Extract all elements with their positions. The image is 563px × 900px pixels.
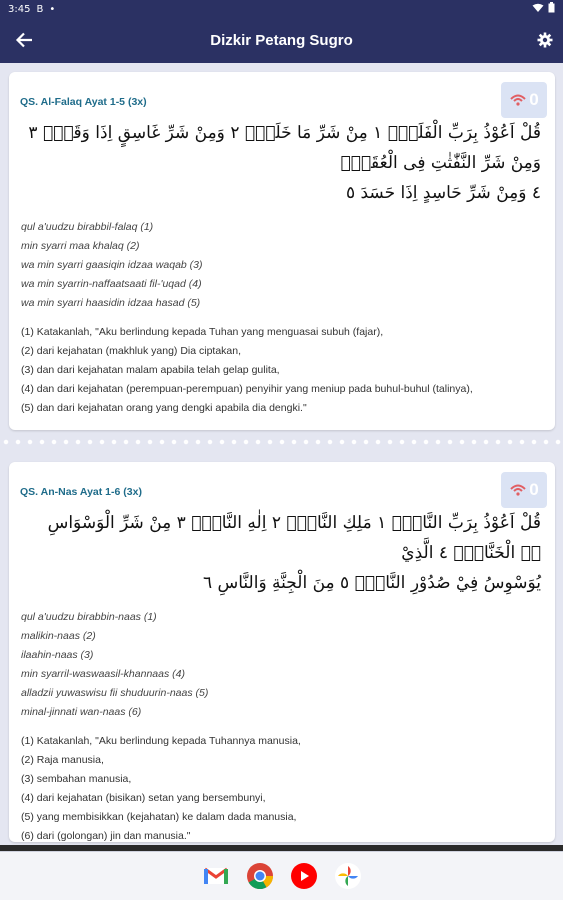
counter-value: 0: [529, 90, 539, 109]
gear-icon[interactable]: [535, 30, 555, 50]
card-divider: [0, 436, 563, 448]
latin-line: wa min syarri haasidin idzaa hasad (5): [21, 297, 201, 309]
translation-line: (6) dari (golongan) jin dan manusia.": [21, 830, 191, 842]
wifi-icon: [532, 3, 544, 16]
translation-line: (3) sembahan manusia,: [21, 773, 132, 785]
translation: [21, 323, 545, 418]
translation-line: (4) dari kejahatan (bisikan) setan yang bersembunyi,: [21, 792, 266, 804]
transliteration: [21, 608, 545, 722]
latin-line: ilaahin-naas (3): [21, 649, 94, 661]
status-time: 3:45: [8, 3, 31, 15]
photos-icon[interactable]: [333, 861, 363, 891]
page-title: Dizkir Petang Sugro: [210, 32, 353, 49]
arabic-text: [23, 118, 541, 208]
arabic-line: قُلْ اَعُوْذُ بِرَبِّ النَّاسِۙ ١ مَلِكِ النَّاسِۙ ٢ اِلٰهِ النَّاسِۙ ٣ مِنْ شَرِّ الْوَسْوَاسِ ەۙ الْخَنَّاسِۖ ٤ الَّذِيْ: [47, 513, 541, 563]
translation-line: (2) dari kejahatan (makhluk yang) Dia ciptakan,: [21, 345, 242, 357]
gmail-icon[interactable]: [201, 861, 231, 891]
latin-line: alladzii yuwaswisu fii shuduurin-naas (5): [21, 687, 209, 699]
surah-card-an-nas: [9, 462, 555, 842]
youtube-icon[interactable]: [289, 861, 319, 891]
translation-line: (1) Katakanlah, "Aku berlindung kepada Tuhannya manusia,: [21, 735, 301, 747]
latin-line: minal-jinnati wan-naas (6): [21, 706, 142, 718]
translation-line: (2) Raja manusia,: [21, 754, 104, 766]
status-bar: [0, 0, 563, 18]
surah-heading: QS. Al-Falaq Ayat 1-5 (3x): [20, 96, 147, 108]
latin-line: wa min syarri gaasiqin idzaa waqab (3): [21, 259, 203, 271]
arabic-line: ٤ وَمِنْ شَرِّ حَاسِدٍ اِذَا حَسَدَ ٥: [345, 183, 541, 203]
transliteration: [21, 218, 545, 313]
surah-heading: QS. An-Nas Ayat 1-6 (3x): [20, 486, 142, 498]
translation-line: (5) dan dari kejahatan orang yang dengki apabila dia dengki.": [21, 402, 307, 414]
arabic-line: قُلْ اَعُوْذُ بِرَبِّ الْفَلَقِۙ ١ مِنْ شَرِّ مَا خَلَقَۙ ٢ وَمِنْ شَرِّ غَاسِقٍ اِذَا وَقَبَۙ ٣ وَمِنْ شَرِّ النَّفّٰثٰتِ فِى الْعُقَدِۙ: [28, 123, 541, 173]
app-bar: [0, 18, 563, 63]
tap-counter-button[interactable]: [501, 472, 547, 508]
latin-line: qul a'uudzu birabbil-falaq (1): [21, 221, 154, 233]
arrow-left-icon[interactable]: [12, 28, 36, 52]
latin-line: min syarril-waswaasil-khannaas (4): [21, 668, 185, 680]
tap-counter-button[interactable]: [501, 82, 547, 118]
translation-line: (3) dan dari kejahatan malam apabila telah gelap gulita,: [21, 364, 280, 376]
chrome-icon[interactable]: [245, 861, 275, 891]
touch-icon: [509, 91, 527, 110]
arabic-line: يُوَسْوِسُ فِيْ صُدُوْرِ النَّاسِۙ ٥ مِنَ الْجِنَّةِ وَالنَّاسِ ٦: [202, 573, 541, 593]
translation-line: (4) dan dari kejahatan (perempuan-perempuan) penyihir yang meniup pada buhul-buhul (talinya),: [21, 383, 473, 395]
status-indicator: B: [36, 3, 44, 15]
translation-line: (5) yang membisikkan (kejahatan) ke dalam dada manusia,: [21, 811, 297, 823]
latin-line: qul a'uudzu birabbin-naas (1): [21, 611, 157, 623]
arabic-text: [23, 508, 541, 598]
app-dock: [0, 851, 563, 900]
translation-line: (1) Katakanlah, "Aku berlindung kepada Tuhan yang menguasai subuh (fajar),: [21, 326, 384, 338]
status-dot-icon: •: [49, 3, 56, 15]
counter-value: 0: [529, 480, 539, 499]
latin-line: min syarri maa khalaq (2): [21, 240, 140, 252]
latin-line: wa min syarrin-naffaatsaati fil-'uqad (4): [21, 278, 202, 290]
surah-card-al-falaq: [9, 72, 555, 430]
touch-icon: [509, 481, 527, 500]
latin-line: malikin-naas (2): [21, 630, 96, 642]
translation: [21, 732, 545, 846]
battery-icon: [548, 2, 555, 16]
